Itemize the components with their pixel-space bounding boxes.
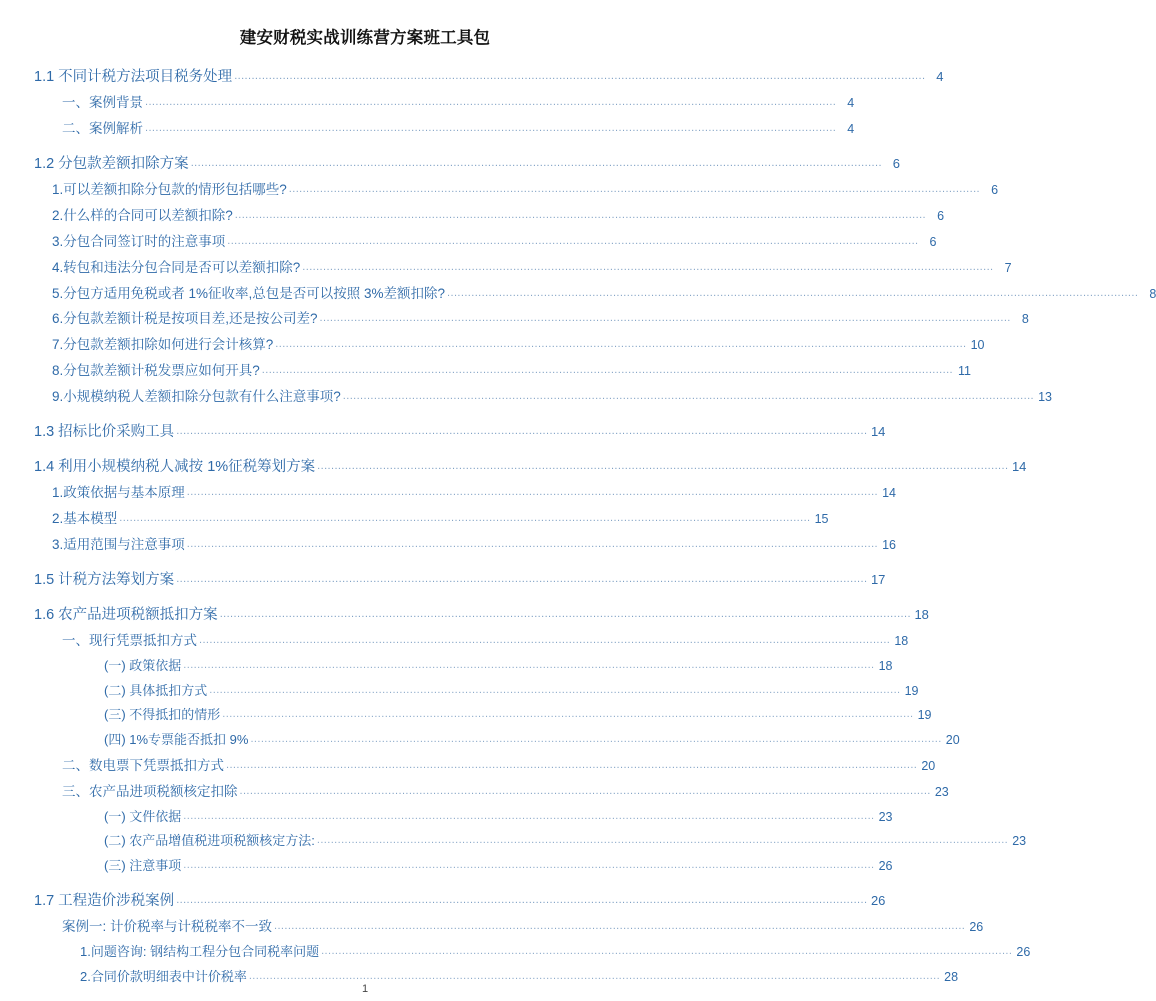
- toc-entry[interactable]: [34, 682, 919, 700]
- toc-entry-page: 20: [945, 733, 960, 748]
- toc-entry-page: 10: [970, 338, 985, 353]
- toc-entry-page: 23: [934, 784, 949, 799]
- toc-entry[interactable]: [34, 757, 936, 775]
- toc-entry-page: 4: [847, 122, 855, 136]
- toc-entry[interactable]: [34, 707, 932, 724]
- toc-entry[interactable]: [34, 285, 1156, 303]
- toc-entry-page: 18: [914, 606, 929, 622]
- toc-entry-page: 8: [1149, 286, 1156, 301]
- toc-entry-label: (二) 具体抵扣方式: [104, 682, 208, 698]
- toc-entry[interactable]: [34, 833, 1027, 850]
- toc-entry[interactable]: [34, 389, 1053, 406]
- toc-entry-page: 6: [892, 155, 900, 171]
- toc-entry[interactable]: [34, 207, 945, 225]
- toc-entry-page: 4: [936, 69, 944, 84]
- toc-entry-label: 1.1 不同计税方法项目税务处理: [34, 69, 233, 85]
- toc-entry[interactable]: [34, 182, 999, 199]
- toc-leader-dots: [302, 261, 993, 275]
- toc-entry-page: 19: [917, 708, 932, 723]
- toc-entry[interactable]: [34, 68, 944, 86]
- toc-entry[interactable]: [34, 919, 984, 936]
- toc-leader-dots: [209, 684, 900, 698]
- toc-entry-page: 23: [1012, 834, 1027, 849]
- toc-leader-dots: [317, 834, 1008, 848]
- toc-entry[interactable]: [34, 892, 886, 910]
- toc-leader-dots: [289, 183, 980, 197]
- toc-entry-label: 1.5 计税方法筹划方案: [34, 571, 175, 588]
- toc-leader-dots: [343, 390, 1034, 404]
- toc-entry-label: 4.转包和违法分包合同是否可以差额扣除?: [52, 259, 301, 275]
- toc-entry-page: 13: [1038, 390, 1053, 404]
- toc-leader-dots: [447, 287, 1138, 301]
- toc-entry-page: 14: [1011, 459, 1027, 474]
- toc-entry[interactable]: [34, 233, 937, 251]
- toc-entry-label: 二、数电票下凭票抵扣方式: [62, 757, 224, 773]
- toc-entry-label: 1.政策依据与基本原理: [52, 485, 185, 501]
- toc-entry-label: 1.7 工程造价涉税案例: [34, 892, 175, 909]
- toc-entry[interactable]: [34, 657, 893, 675]
- toc-entry[interactable]: [34, 423, 886, 441]
- toc-entry-page: 20: [921, 758, 936, 773]
- toc-entry-page: 17: [870, 571, 886, 587]
- toc-entry-label: 1.2 分包款差额扣除方案: [34, 155, 189, 172]
- toc-entry-label: 8.分包款差额计税发票应如何开具?: [52, 363, 260, 379]
- toc-entry-page: 16: [882, 537, 896, 552]
- toc-leader-dots: [119, 512, 810, 526]
- toc-entry-label: 1.3 招标比价采购工具: [34, 423, 175, 440]
- toc-entry-label: 1.问题咨询: 钢结构工程分包合同税率问题: [80, 943, 320, 959]
- toc-leader-dots: [220, 608, 911, 622]
- toc-leader-dots: [191, 157, 882, 171]
- toc-entry-label: 1.可以差额扣除分包款的情形包括哪些?: [52, 182, 287, 197]
- toc-entry-page: 14: [870, 423, 886, 439]
- toc-entry-page: 23: [878, 809, 893, 824]
- toc-entry-page: 14: [882, 486, 896, 501]
- toc-entry[interactable]: [34, 858, 893, 875]
- toc-leader-dots: [183, 659, 874, 673]
- toc-entry-page: 26: [1016, 944, 1031, 959]
- toc-entry-page: 26: [878, 859, 893, 874]
- toc-entry[interactable]: [34, 311, 1029, 328]
- toc-entry-label: 7.分包款差额扣除如何进行会计核算?: [52, 337, 274, 353]
- toc-leader-dots: [187, 486, 878, 500]
- toc-leader-dots: [250, 733, 941, 747]
- toc-leader-dots: [176, 894, 867, 908]
- toc-entry-label: 6.分包款差额计税是按项目差,还是按公司差?: [52, 311, 318, 327]
- toc-entry[interactable]: [34, 155, 900, 173]
- toc-entry-label: 2.合同价款明细表中计价税率: [80, 968, 247, 984]
- toc-entry-label: (一) 文件依据: [104, 808, 182, 824]
- toc-leader-dots: [226, 759, 917, 773]
- toc-leader-dots: [183, 810, 874, 824]
- toc-entry-label: (三) 不得抵扣的情形: [104, 707, 221, 723]
- toc-entry[interactable]: [34, 633, 909, 650]
- toc-entry-label: 案例一: 计价税率与计税税率不一致: [62, 919, 273, 934]
- toc-leader-dots: [183, 859, 874, 873]
- toc-leader-dots: [222, 708, 913, 722]
- toc-leader-dots: [274, 920, 965, 934]
- toc-entry[interactable]: [34, 783, 949, 801]
- toc-entry-page: 18: [894, 634, 909, 648]
- toc-entry-page: 11: [958, 364, 972, 379]
- toc-leader-dots: [176, 425, 867, 439]
- toc-entry-label: 一、现行凭票抵扣方式: [62, 633, 197, 648]
- toc-entry-page: 28: [944, 969, 959, 984]
- toc-entry[interactable]: [34, 606, 929, 624]
- toc-leader-dots: [176, 573, 867, 587]
- toc-entry-label: (一) 政策依据: [104, 657, 182, 673]
- toc-entry-label: 1.6 农产品进项税额抵扣方案: [34, 606, 218, 623]
- page-title: 建安财税实战训练营方案班工具包: [239, 29, 491, 47]
- toc-leader-dots: [249, 970, 940, 984]
- toc-leader-dots: [275, 338, 966, 352]
- toc-leader-dots: [145, 122, 836, 136]
- toc-leader-dots: [187, 538, 878, 552]
- toc-entry-page: 4: [847, 96, 855, 111]
- toc-entry-label: 2.什么样的合同可以差额扣除?: [52, 207, 233, 223]
- toc-leader-dots: [199, 634, 890, 648]
- toc-entry-page: 7: [1004, 260, 1012, 275]
- toc-entry-label: (二) 农产品增值税进项税额核定方法:: [104, 833, 315, 849]
- toc-entry[interactable]: [34, 808, 893, 826]
- toc-entry-label: 9.小规模纳税人差额扣除分包款有什么注意事项?: [52, 389, 341, 404]
- toc-entry-page: 8: [1021, 312, 1029, 327]
- toc-entry[interactable]: [34, 363, 972, 380]
- toc-leader-dots: [262, 364, 953, 378]
- toc-entry-page: 26: [969, 920, 984, 934]
- toc-entry-label: 三、农产品进项税额核定扣除: [62, 783, 238, 799]
- toc-entry[interactable]: [34, 536, 896, 554]
- table-of-contents: [34, 68, 1156, 985]
- toc-entry-page: 19: [904, 683, 919, 698]
- toc-entry-label: (四) 1%专票能否抵扣 9%: [104, 732, 249, 748]
- toc-entry-label: 一、案例背景: [62, 95, 143, 111]
- toc-entry[interactable]: [34, 121, 855, 138]
- toc-entry[interactable]: [34, 458, 1027, 476]
- toc-entry-page: 6: [991, 183, 999, 197]
- toc-entry-page: 18: [878, 658, 893, 673]
- toc-entry[interactable]: [34, 485, 896, 502]
- toc-entry[interactable]: [34, 943, 1031, 961]
- toc-leader-dots: [240, 785, 931, 799]
- footer-page-number: 1: [361, 983, 369, 995]
- toc-entry[interactable]: [34, 259, 1012, 277]
- toc-leader-dots: [320, 312, 1011, 326]
- toc-leader-dots: [321, 945, 1012, 959]
- toc-entry[interactable]: [34, 95, 855, 112]
- toc-entry-page: 26: [870, 892, 886, 908]
- toc-entry-page: 6: [937, 208, 945, 223]
- toc-entry[interactable]: [34, 571, 886, 589]
- toc-entry[interactable]: [34, 511, 829, 528]
- toc-entry-label: 2.基本模型: [52, 511, 118, 526]
- toc-entry[interactable]: [34, 337, 985, 354]
- toc-leader-dots: [145, 96, 836, 110]
- toc-entry[interactable]: [34, 732, 960, 749]
- toc-entry-label: (三) 注意事项: [104, 858, 182, 874]
- toc-entry-page: 15: [814, 512, 829, 526]
- toc-leader-dots: [235, 209, 926, 223]
- toc-entry-label: 5.分包方适用免税或者 1%征收率,总包是否可以按照 3%差额扣除?: [52, 285, 446, 301]
- toc-entry-label: 3.适用范围与注意事项: [52, 536, 185, 552]
- toc-entry-page: 6: [929, 234, 937, 249]
- toc-entry-label: 3.分包合同签订时的注意事项: [52, 233, 226, 249]
- toc-leader-dots: [227, 235, 918, 249]
- toc-leader-dots: [234, 70, 925, 84]
- toc-entry-label: 1.4 利用小规模纳税人减按 1%征税筹划方案: [34, 459, 316, 475]
- toc-entry-label: 二、案例解析: [62, 121, 143, 136]
- toc-leader-dots: [317, 460, 1008, 474]
